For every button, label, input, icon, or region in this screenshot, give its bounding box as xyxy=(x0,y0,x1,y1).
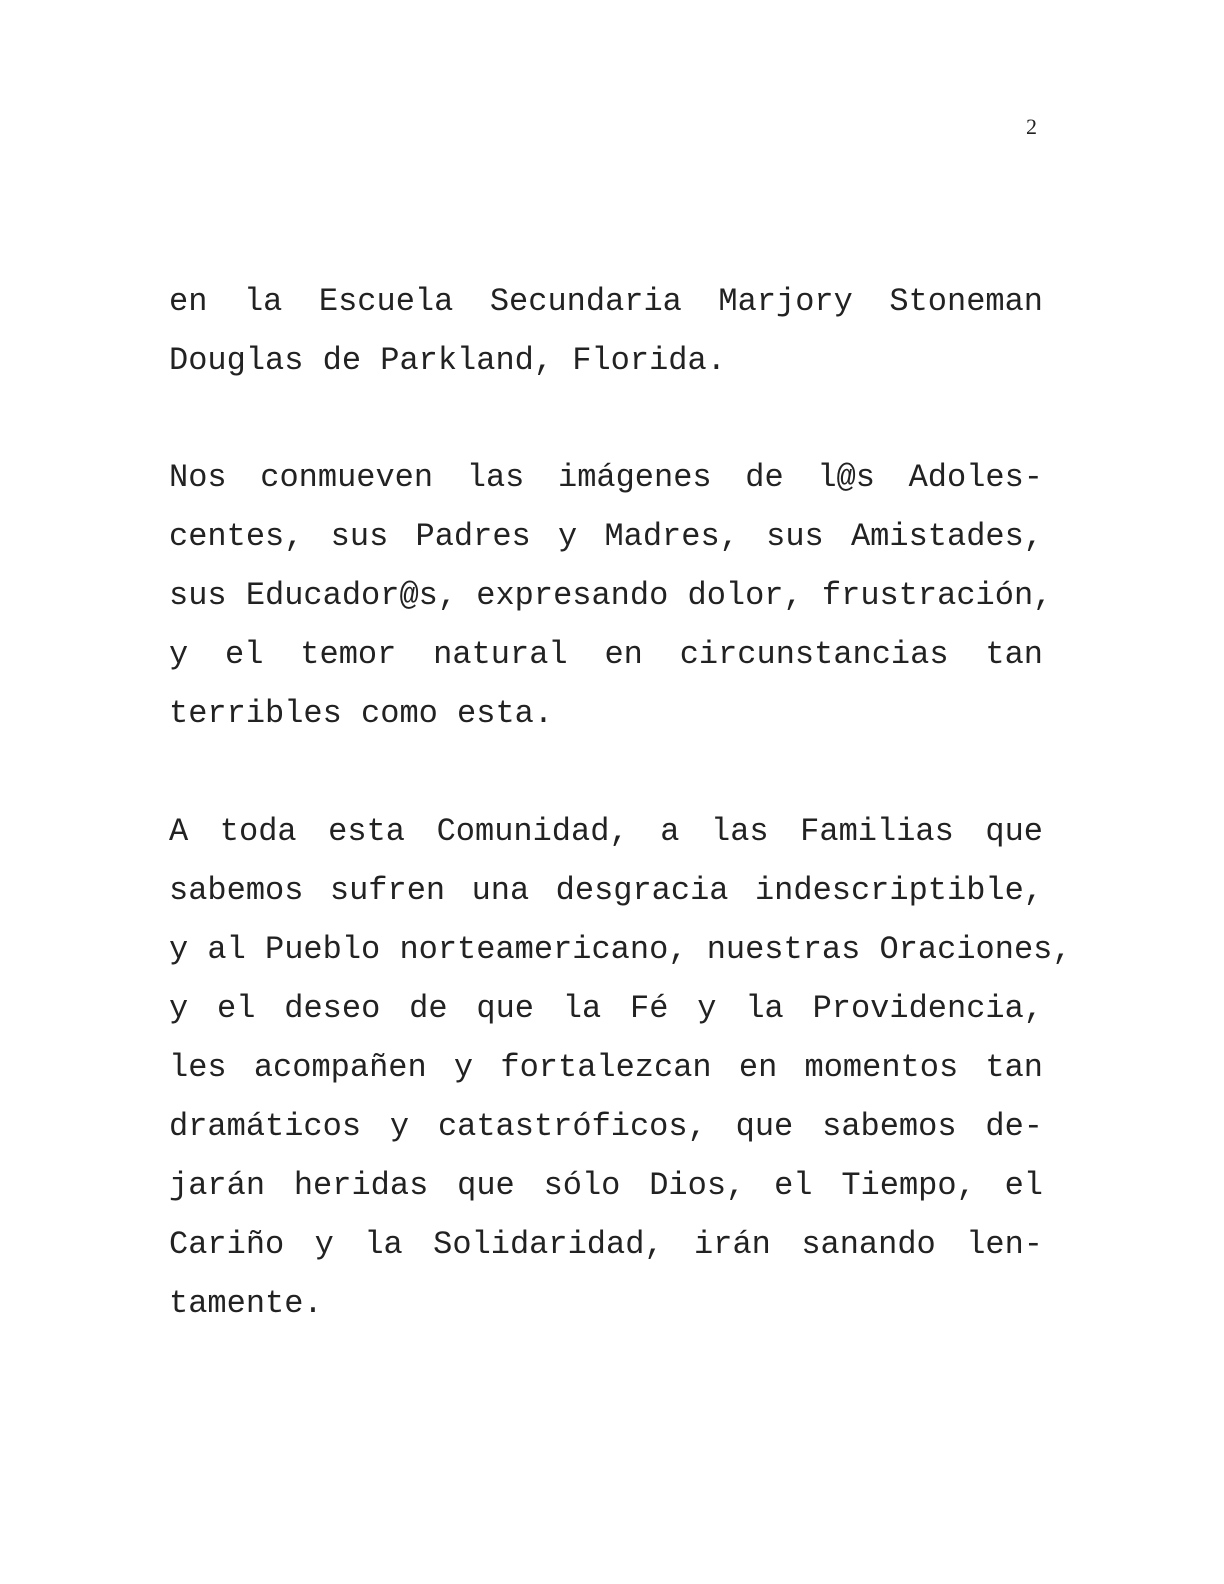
text-line: sabemos sufren una desgracia indescriptible, xyxy=(169,872,1043,909)
text-line: Nos conmueven las imágenes de l@s Adoles- xyxy=(169,459,1043,496)
paragraph-images-of-grief xyxy=(169,448,1053,743)
text-line: Douglas de Parkland, Florida. xyxy=(169,342,726,379)
text-line: y el temor natural en circunstancias tan xyxy=(169,636,1043,673)
text-line: terribles como esta. xyxy=(169,695,554,732)
text-line: les acompañen y fortalezcan en momentos tan xyxy=(169,1049,1043,1086)
text-line: y al Pueblo norteamericano, nuestras Oraciones, xyxy=(169,931,1072,968)
text-line: tamente. xyxy=(169,1285,323,1322)
text-line: Cariño y la Solidaridad, irán sanando len- xyxy=(169,1226,1043,1263)
text-line: y el deseo de que la Fé y la Providencia, xyxy=(169,990,1043,1027)
text-line: sus Educador@s, expresando dolor, frustración, xyxy=(169,577,1053,614)
text-line: en la Escuela Secundaria Marjory Stoneman xyxy=(169,283,1043,320)
paragraph-prayers xyxy=(169,802,1072,1333)
paragraph-school-location xyxy=(169,272,1043,390)
text-line: centes, sus Padres y Madres, sus Amistades, xyxy=(169,518,1043,555)
text-line: dramáticos y catastróficos, que sabemos de- xyxy=(169,1108,1043,1145)
page-number: 2 xyxy=(1026,114,1037,139)
text-line: jarán heridas que sólo Dios, el Tiempo, el xyxy=(169,1167,1043,1204)
text-line: A toda esta Comunidad, a las Familias que xyxy=(169,813,1043,850)
